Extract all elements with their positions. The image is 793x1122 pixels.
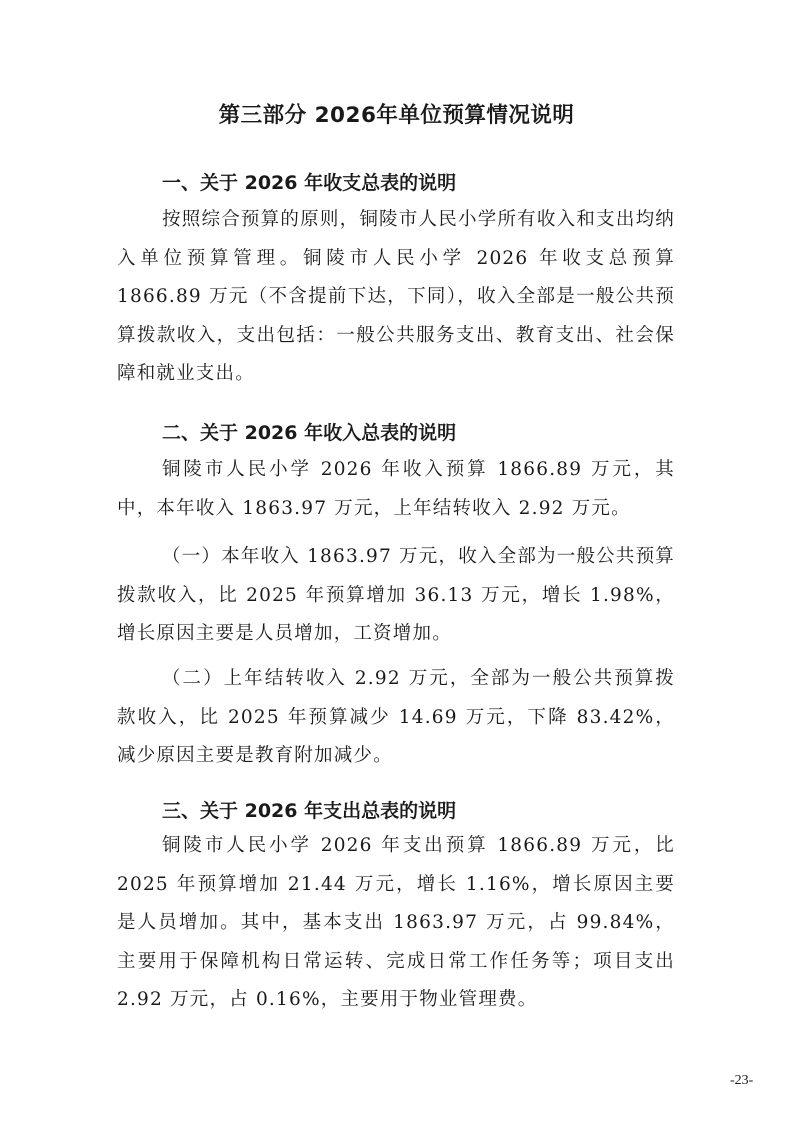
section-heading-1: 一、关于 2026 年收支总表的说明 (162, 172, 457, 194)
section-3-paragraph-1: 铜陵市人民小学 2026 年支出预算 1866.89 万元，比 2025 年预算增加 21.44 万元，增长 1.16%，增长原因主要是人员增加。其中，基本支出 1863.97 万元，占 99.84%，主要用于保障机构日常运转、完成日常工作任务等；项目支出 2.92 万元，占 0.16%，主要用于物业管理费。 (117, 835, 675, 1010)
section-heading-3: 三、关于 2026 年支出总表的说明 (162, 800, 457, 822)
section-heading-2: 二、关于 2026 年收入总表的说明 (162, 422, 457, 444)
section-2-paragraph-3: （二）上年结转收入 2.92 万元，全部为一般公共预算拨款收入，比 2025 年预算减少 14.69 万元，下降 83.42%，减少原因主要是教育附加减少。 (117, 668, 675, 766)
section-1-paragraph-1: 按照综合预算的原则，铜陵市人民小学所有收入和支出均纳入单位预算管理。铜陵市人民小学 2026 年收支总预算 1866.89 万元（不含提前下达，下同），收入全部是一般公共预算拨款收入，支出包括：一般公共服务支出、教育支出、社会保障和就业支出。 (117, 209, 675, 384)
section-2-paragraph-1: 铜陵市人民小学 2026 年收入预算 1866.89 万元，其中，本年收入 1863.97 万元，上年结转收入 2.92 万元。 (117, 459, 675, 519)
section-2-paragraph-2: （一）本年收入 1863.97 万元，收入全部为一般公共预算拨款收入，比 2025 年预算增加 36.13 万元，增长 1.98%，增长原因主要是人员增加，工资增加。 (117, 546, 675, 644)
page-number: -23- (730, 1073, 754, 1088)
page-title: 第三部分 2026年单位预算情况说明 (218, 103, 575, 128)
